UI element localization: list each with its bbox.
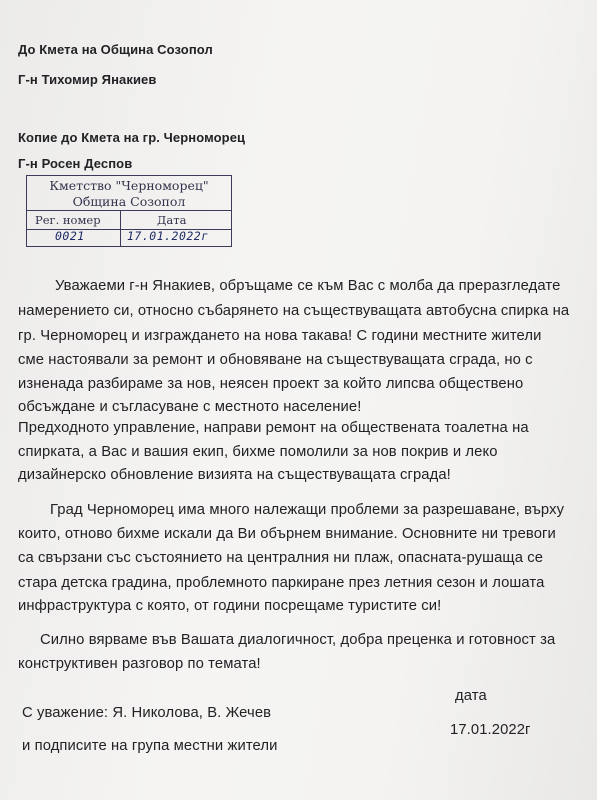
stamp-date-value: 17.01.2022г [127,229,209,243]
paragraph-1-line-1: Уважаеми г-н Янакиев, обръщаме се към Вас с молба да преразгледате [55,278,561,294]
paragraph-4-line-1: Силно вярваме във Вашата диалогичност, добра преценка и готовност за [40,632,556,648]
stamp-date-label: Дата [157,213,187,227]
paragraph-4-line-2: конструктивен разговор по темата! [18,656,261,672]
paragraph-1-line-2: намерението си, относно събарянето на съществуващата автобусна спирка на [18,303,570,319]
copy-line-2: Г-н Росен Деспов [18,156,133,171]
regards-line: С уважение: Я. Николова, В. Жечев [22,705,272,721]
stamp-title: Кметство "Черноморец" [49,178,209,193]
stamp-reg-label: Рег. номер [35,213,101,227]
copy-line-1: Копие до Кмета на гр. Черноморец [18,130,246,145]
paragraph-3-line-1: Град Черноморец има много належащи проблеми за разрешаване, върху [50,502,565,518]
paragraph-3-line-3: са свързани със състоянието на централния ни плаж, опасната-рушаща се [18,550,544,566]
addressee-line-2: Г-н Тихомир Янакиев [18,72,157,87]
paragraph-2-line-1: Предходното управление, направи ремонт на обществената тоалетна на [18,420,529,436]
stamp-reg-value: 0021 [55,229,85,243]
stamp-subtitle: Община Созопол [72,194,186,209]
paragraph-1-line-5: изненада разбираме за нов, неясен проект за който липсва обществено [18,376,524,392]
signatures-line: и подписите на група местни жители [22,738,278,754]
addressee-line-1: До Кмета на Община Созопол [18,42,213,57]
stamp-divider [27,210,231,211]
paragraph-2-line-3: дизайнерско обновление визията на съществуващата сграда! [18,467,451,483]
footer-date-label: дата [455,688,487,704]
paragraph-2-line-2: спирката, а Вас и вашия екип, бихме помолили за нов покрив и леко [18,444,498,460]
paragraph-1-line-6: обсъждане и съгласуване с местното население! [18,399,362,415]
paragraph-1-line-4: сме настоявали за ремонт и обновяване на съществуващата сграда, но с [18,352,533,368]
registration-stamp [26,175,232,247]
paragraph-1-line-3: гр. Черноморец и изграждането на нова такава! С години местните жители [18,328,542,344]
paragraph-3-line-5: инфраструктура с която, от години посрещаме туристите си! [18,598,442,614]
paragraph-3-line-4: стара детска градина, проблемното паркиране през летния сезон и лошата [18,575,545,591]
stamp-column-divider [120,210,121,246]
footer-date-value: 17.01.2022г [450,722,531,738]
paragraph-3-line-2: които, отново бихме искали да Ви обърнем внимание. Основните ни тревоги [18,526,556,542]
